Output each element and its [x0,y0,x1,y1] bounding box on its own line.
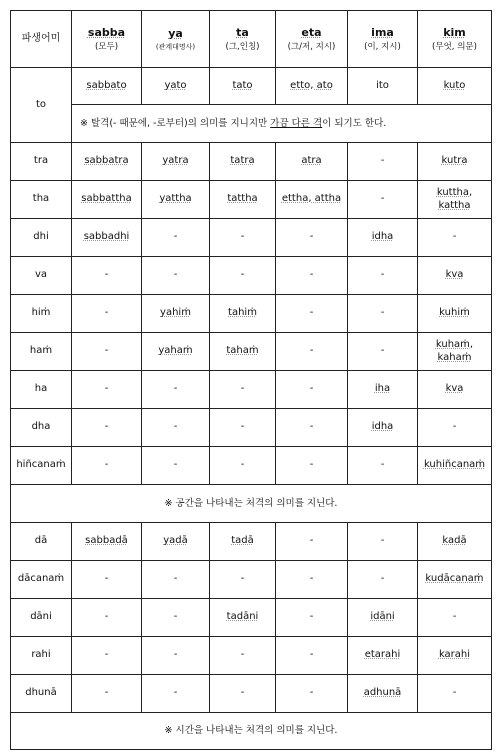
suffix-cell [11,447,72,485]
suffix-cell [11,599,72,637]
table-row [11,68,492,105]
value-text: idha [371,231,394,243]
note-underlined: 가끔 다른 격 [270,117,323,129]
value-text: tadāni [226,611,259,623]
header-main: ima [371,25,394,39]
value-text: - [104,611,109,623]
value-text: - [309,269,314,281]
value-cell [418,143,492,181]
value-cell [210,447,276,485]
value-text: kva [445,269,464,281]
suffix-cell [11,637,72,675]
value-cell [418,523,492,561]
value-cell [210,257,276,295]
value-text: - [309,459,314,471]
table-row [11,219,492,257]
value-cell [348,675,418,713]
table-row [11,523,492,561]
value-cell [72,333,142,371]
header-main: kim [443,25,466,39]
value-text: kuhaṁ, kahaṁ [435,339,474,363]
table-row [11,371,492,409]
note-space [11,485,492,523]
value-text: idha [371,421,394,433]
value-text: kudācanaṁ [425,573,484,585]
value-text: yahiṁ [160,307,191,319]
suffix-label: ha [34,383,48,395]
value-cell [142,68,210,105]
value-text: tahaṁ [226,345,259,357]
value-cell [276,219,348,257]
suffix-cell [11,219,72,257]
value-cell [142,257,210,295]
value-text: - [452,421,457,433]
value-cell [348,561,418,599]
value-text: - [309,611,314,623]
suffix-cell [11,333,72,371]
value-text: - [104,269,109,281]
value-text: - [173,269,178,281]
value-text: ito [376,79,389,91]
value-cell [142,447,210,485]
value-text: - [309,307,314,319]
suffix-label: dāni [30,611,52,623]
value-text: kuhiṁ [439,307,470,319]
value-cell [72,371,142,409]
value-cell [210,371,276,409]
value-text: idāni [370,611,395,623]
header-main: ta [236,25,249,39]
table-row [11,181,492,219]
value-cell [348,409,418,447]
header-cell [142,11,210,68]
value-text: - [173,649,178,661]
value-cell [72,257,142,295]
value-cell [210,409,276,447]
value-cell [276,68,348,105]
value-text: - [452,611,457,623]
value-text: - [240,687,245,699]
value-text: - [240,383,245,395]
value-cell [418,675,492,713]
table-row [11,295,492,333]
value-cell [348,333,418,371]
value-text: yattha [159,193,192,205]
value-cell [276,295,348,333]
suffix-label: va [34,269,48,281]
value-text: kuto [443,79,466,91]
suffix-cell [11,295,72,333]
value-text: kutra [441,155,468,167]
suffix-label: tra [33,155,49,167]
value-cell [72,447,142,485]
table-row [11,675,492,713]
value-text: - [380,155,385,167]
value-cell [142,561,210,599]
value-text: - [173,611,178,623]
value-text: tadā [231,535,254,547]
value-text: - [452,231,457,243]
value-cell [142,181,210,219]
suffix-label: dhi [33,231,49,243]
value-cell [72,599,142,637]
value-cell [142,409,210,447]
value-cell [72,295,142,333]
suffix-label: tha [32,193,50,205]
value-text: yatra [162,155,189,167]
value-cell [276,371,348,409]
suffix-cell [11,675,72,713]
value-text: - [104,649,109,661]
value-cell [210,143,276,181]
suffix-cell [11,371,72,409]
corner-cell [11,11,72,68]
note-row [11,485,492,523]
suffix-label: dha [31,421,51,433]
value-cell [142,523,210,561]
suffix-label: hiṁ [31,307,51,319]
note-text: ※ 공간을 나타내는 처격의 의미를 지닌다. [164,497,338,509]
value-cell [418,181,492,219]
value-cell [210,333,276,371]
value-text: - [104,307,109,319]
value-cell [142,333,210,371]
value-text: - [104,573,109,585]
value-cell [348,599,418,637]
suffix-cell [11,409,72,447]
value-text: - [309,535,314,547]
suffix-label: dhunā [25,687,57,699]
value-cell [276,561,348,599]
note-text: 이 되기도 한다. [322,117,387,129]
suffix-cell [11,523,72,561]
suffix-label: dācanaṁ [17,573,65,585]
value-text: yato [164,79,187,91]
value-text: - [380,193,385,205]
suffix-cell [11,561,72,599]
value-text: - [104,345,109,357]
value-text: kuhiñcanaṁ [423,459,486,471]
suffix-cell [11,143,72,181]
table-row [11,409,492,447]
value-text: tattha [227,193,258,205]
value-text: kva [445,383,464,395]
value-text: iha [374,383,391,395]
value-text: - [380,307,385,319]
suffix-label: hiñcanaṁ [16,459,66,471]
note-text: ※ 탈격(- 때문에, -로부터)의 의미를 지니지만 [80,117,271,129]
value-text: - [240,269,245,281]
value-cell [142,143,210,181]
suffix-label: dā [34,535,48,547]
value-text: yadā [163,535,188,547]
value-cell [418,637,492,675]
note-time [11,713,492,750]
value-cell [418,219,492,257]
value-text: - [309,421,314,433]
note-row [11,105,492,143]
value-cell [210,219,276,257]
value-text: tato [232,79,253,91]
value-cell [418,447,492,485]
value-cell [142,637,210,675]
header-cell [418,11,492,68]
value-text: etto, ato [290,79,333,91]
value-cell [142,675,210,713]
value-text: - [309,573,314,585]
value-text: etarahi [364,649,401,661]
value-cell [72,637,142,675]
value-cell [72,675,142,713]
value-text: sabbattha [81,193,132,205]
value-cell [276,637,348,675]
value-cell [72,561,142,599]
value-text: karahi [438,649,471,661]
header-sub: (그/저, 지시) [287,41,336,52]
value-text: ettha, attha [281,193,342,205]
note-ablative [72,105,492,143]
header-main: ya [168,26,183,40]
value-text: - [309,649,314,661]
value-cell [276,257,348,295]
value-cell [72,523,142,561]
table-row [11,561,492,599]
value-cell [142,219,210,257]
value-cell [348,637,418,675]
value-cell [72,409,142,447]
value-cell [210,181,276,219]
value-cell [348,371,418,409]
header-cell [210,11,276,68]
value-text: - [173,231,178,243]
suffix-label: to [35,98,47,110]
value-cell [210,295,276,333]
value-cell [276,409,348,447]
value-cell [210,68,276,105]
value-text: - [104,383,109,395]
header-sub: (그,인칭) [225,41,260,52]
value-text: - [173,421,178,433]
value-text: - [240,573,245,585]
value-text: atra [301,155,322,167]
value-text: - [309,345,314,357]
value-text: - [380,535,385,547]
value-cell [418,371,492,409]
table-row [11,333,492,371]
value-cell [210,675,276,713]
header-main: eta [301,25,322,39]
value-text: - [240,649,245,661]
value-text: - [380,345,385,357]
value-text: sabbatra [84,155,129,167]
value-cell [72,219,142,257]
value-cell [72,143,142,181]
value-text: - [173,573,178,585]
value-text: adhunā [363,687,402,699]
value-cell [276,333,348,371]
table-row [11,637,492,675]
header-sub: (무엇, 의문) [432,41,477,52]
value-cell [142,599,210,637]
value-cell [210,561,276,599]
value-text: sabbadā [85,535,128,547]
value-text: kadā [442,535,467,547]
value-text: sabbato [86,79,127,91]
value-cell [418,409,492,447]
value-cell [348,523,418,561]
value-cell [72,68,142,105]
table-row [11,599,492,637]
value-cell [348,181,418,219]
value-text: kuttha, kattha [436,187,473,211]
value-text: tatra [230,155,255,167]
suffix-cell [11,257,72,295]
value-text: - [380,269,385,281]
value-text: - [173,687,178,699]
value-cell [276,143,348,181]
value-text: - [240,421,245,433]
header-cell [276,11,348,68]
value-cell [418,561,492,599]
value-text: - [104,687,109,699]
value-text: - [240,459,245,471]
value-cell [276,599,348,637]
header-cell [72,11,142,68]
value-text: - [173,383,178,395]
suffix-cell [11,181,72,219]
value-cell [348,219,418,257]
suffix-label: haṁ [29,345,53,357]
note-text: ※ 시간을 나타내는 처격의 의미를 지닌다. [164,725,338,737]
value-text: - [173,459,178,471]
table-row [11,143,492,181]
value-text: - [309,383,314,395]
header-main: sabba [87,25,126,39]
note-row [11,713,492,750]
value-cell [276,181,348,219]
value-cell [142,371,210,409]
header-sub: (이, 지시) [364,41,401,52]
value-text: - [380,459,385,471]
value-cell [348,447,418,485]
value-cell [348,68,418,105]
value-cell [210,637,276,675]
value-cell [418,599,492,637]
value-cell [210,523,276,561]
suffix-cell [11,68,72,143]
value-text: - [104,459,109,471]
corner-label: 파생어미 [21,32,61,44]
value-text: sabbadhi [83,231,130,243]
value-cell [276,447,348,485]
header-sub: (관계대명사) [155,42,196,51]
header-row [11,11,492,68]
value-cell [418,68,492,105]
value-cell [348,295,418,333]
value-text: - [309,687,314,699]
value-text: - [309,231,314,243]
table-row [11,257,492,295]
header-cell [348,11,418,68]
value-text: - [452,687,457,699]
value-cell [348,143,418,181]
table-row [11,447,492,485]
value-cell [276,523,348,561]
suffix-table [10,10,492,750]
value-cell [348,257,418,295]
value-text: yahaṁ [158,345,193,357]
suffix-label: rahi [31,649,51,661]
value-cell [142,295,210,333]
value-cell [418,333,492,371]
header-sub: (모두) [94,41,119,52]
value-text: - [380,573,385,585]
value-cell [418,257,492,295]
value-cell [418,295,492,333]
value-cell [276,675,348,713]
value-cell [72,181,142,219]
value-text: - [240,231,245,243]
value-text: tahiṁ [228,307,257,319]
value-text: - [104,421,109,433]
value-cell [210,599,276,637]
